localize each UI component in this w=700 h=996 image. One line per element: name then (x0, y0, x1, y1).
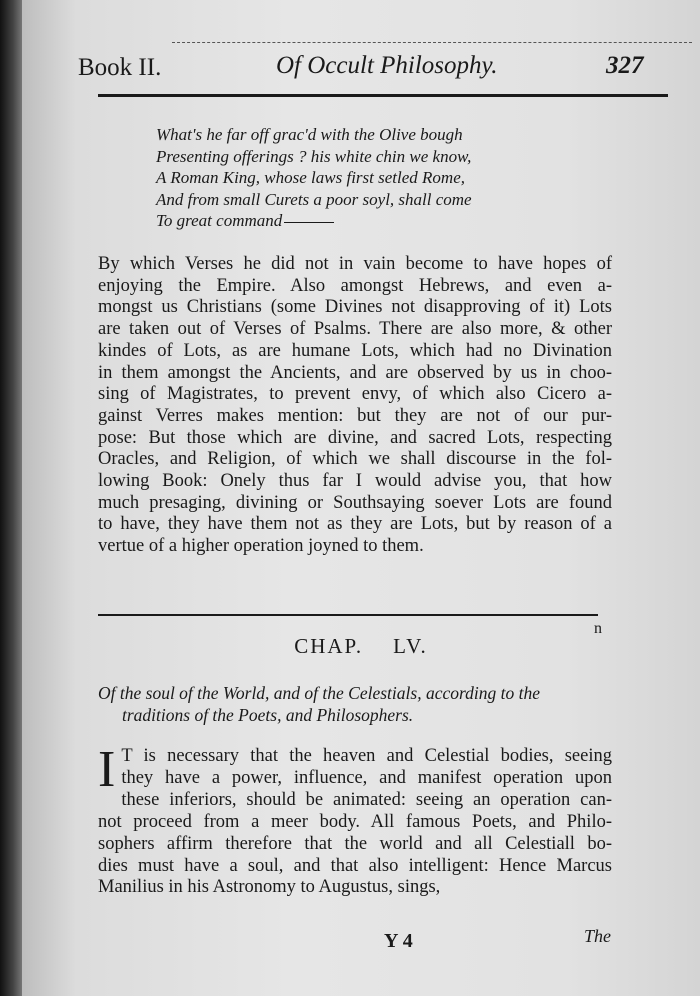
text-line: these inferiors, should be animated: seeing an operation can- (121, 789, 612, 810)
text-line: gainst Verres makes mention: but they are not of our pur- (98, 405, 612, 426)
text-line: kindes of Lots, as are humane Lots, which had no Divination (98, 340, 612, 361)
chapter-title-line: Of the soul of the World, and of the Celestials, according to the (98, 683, 541, 703)
header-rule (98, 94, 668, 97)
chapter-title (98, 682, 618, 726)
text-line: sing of Magistrates, to prevent envy, of which also Cicero a- (98, 384, 612, 405)
verse-line: What's he far off grac'd with the Olive bough (156, 125, 463, 144)
verse-dash (284, 222, 334, 223)
text-line: dies must have a soul, and that also intelligent: Hence Marcus (98, 855, 612, 876)
text-line: not proceed from a meer body. All famous Poets, and Philo- (98, 811, 612, 832)
chapter-heading (22, 634, 700, 659)
book-page (22, 0, 700, 996)
chapter-label: CHAP. (294, 634, 364, 658)
text-line: are taken out of Verses of Psalms. There are also more, & other (98, 319, 612, 340)
text-line: mongst us Christians (some Divines not disapproving of it) Lots (98, 297, 612, 318)
chapter-number: LV. (393, 634, 428, 658)
drop-cap: I (98, 741, 116, 798)
verse-line: A Roman King, whose laws first setled Rome, (156, 168, 465, 187)
text-line: vertue of a higher operation joyned to them. (98, 536, 424, 557)
text-line: Oracles, and Religion, of which we shall discourse in the fol- (98, 449, 612, 470)
book-gutter-shadow (0, 0, 22, 996)
text-line: T is necessary that the heaven and Celestial bodies, seeing (121, 746, 612, 766)
signature-mark: Y 4 (384, 930, 413, 952)
text-line: lowing Book: Onely thus far I would advise you, that how (98, 471, 612, 492)
verse-block (156, 124, 556, 232)
text-line: in them amongst the Ancients, and are observed by us in choo- (98, 362, 612, 383)
chapter-title-line: traditions of the Poets, and Philosophers. (122, 705, 414, 725)
book-label: Book II. (78, 54, 162, 81)
verse-line: Presenting offerings ? his white chin we know, (156, 146, 472, 166)
text-line: they have a power, influence, and manifest operation upon (121, 767, 612, 788)
running-head (78, 48, 678, 84)
section-rule (98, 614, 598, 616)
text-line: Manilius in his Astronomy to Augustus, sings, (98, 877, 441, 898)
paragraph-soul (98, 741, 612, 899)
page-number: 327 (606, 52, 644, 79)
top-dashed-rule (172, 42, 692, 43)
text-line: to have, they have them not as they are Lots, but by reason of a (98, 514, 612, 535)
running-title: Of Occult Philosophy. (276, 52, 498, 79)
text-line: By which Verses he did not in vain become to have hopes of (98, 254, 612, 274)
verse-line: And from small Curets a poor soyl, shall come (156, 189, 472, 209)
text-line: much presaging, divining or Southsaying soever Lots are found (98, 492, 612, 513)
text-line: enjoying the Empire. Also amongst Hebrews, and even a- (98, 275, 612, 296)
text-line: sophers affirm therefore that the world and all Celestiall bo- (98, 833, 612, 854)
margin-mark: n (594, 620, 602, 637)
paragraph-lots (98, 254, 612, 558)
catchword: The (584, 926, 611, 946)
text-line: pose: But those which are divine, and sacred Lots, respecting (98, 427, 612, 448)
verse-line-last: To great command (156, 210, 556, 232)
